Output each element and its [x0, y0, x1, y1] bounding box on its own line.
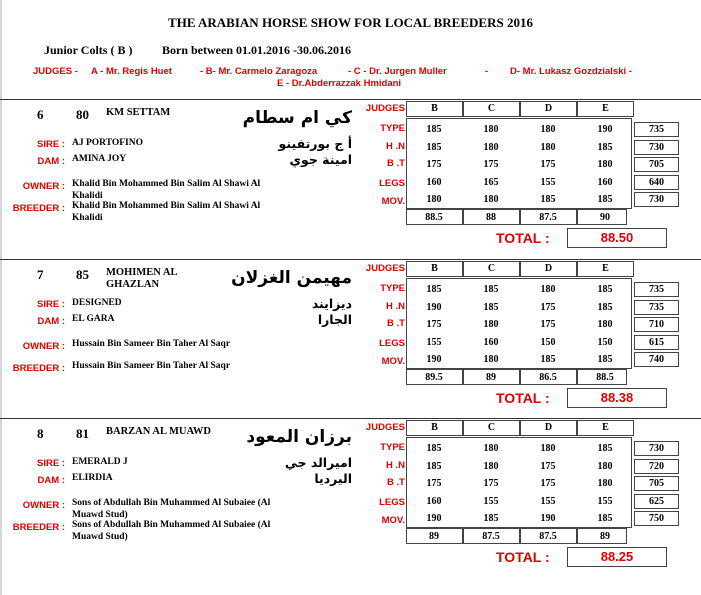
judge-average: 88: [486, 212, 496, 223]
sire-name-arabic: اميرالد جي: [284, 455, 352, 470]
total-score: 88.25: [567, 547, 667, 567]
score-cell: 180: [597, 478, 613, 489]
judge-a: A - Mr. Regis Huet: [91, 66, 172, 77]
judges-header-label: JUDGES: [365, 103, 405, 114]
judge-d: D- Mr. Lukasz Gozdzialski -: [510, 66, 632, 77]
score-label-mov: MOV.: [381, 356, 405, 367]
score-cell: 155: [540, 177, 556, 188]
horse-entry: [0, 418, 701, 573]
score-cell: 175: [540, 461, 556, 472]
judges-separator: -: [485, 66, 489, 77]
breeder-label: BREEDER :: [12, 522, 65, 533]
row-total: 705: [634, 476, 679, 491]
owner-name: Hussain Bin Sameer Bin Taher Al Saqr: [72, 339, 231, 349]
horse-name-arabic: برزان المعود: [246, 427, 352, 447]
row-total: 710: [634, 317, 679, 332]
score-cell: 175: [540, 319, 556, 330]
judge-average: 89.5: [425, 372, 443, 383]
judge-column-header: E: [577, 101, 634, 117]
breeder-label: BREEDER :: [12, 203, 65, 214]
score-cell: 180: [483, 124, 499, 135]
row-total: 615: [634, 335, 679, 350]
score-label-legs: LEGS: [379, 178, 405, 189]
score-label-bt: B .T: [387, 158, 405, 169]
score-cell: 180: [597, 319, 613, 330]
sire-name-arabic: أ ج بورتفينو: [278, 136, 352, 151]
score-cell: 160: [597, 177, 613, 188]
score-cell: 180: [483, 443, 499, 454]
entry-number: 7: [37, 267, 44, 282]
dam-label: DAM :: [37, 156, 65, 167]
judge-column-header: B: [406, 420, 463, 436]
sire-name-arabic: ديزايند: [311, 296, 352, 311]
breeder-name: Hussain Bin Sameer Bin Taher Al Saqr: [72, 361, 231, 371]
breeder-name: Khalid Bin Mohammed Bin Salim Al Shawi Al Khalidi: [72, 201, 261, 223]
sire-name: EMERALD J: [72, 457, 128, 467]
dam-name: ELIRDIA: [72, 473, 113, 483]
judge-column-header: C: [463, 101, 520, 117]
score-cell: 190: [597, 124, 613, 135]
score-cell: 175: [426, 319, 442, 330]
score-label-bt: B .T: [387, 477, 405, 488]
score-cell: 185: [540, 194, 556, 205]
horse-entry: [0, 99, 701, 254]
score-cell: 155: [483, 496, 499, 507]
score-label-type: TYPE: [380, 283, 405, 294]
row-total: 750: [634, 511, 679, 526]
score-cell: 160: [426, 496, 442, 507]
score-cell: 190: [426, 302, 442, 313]
score-cell: 185: [597, 194, 613, 205]
sire-label: SIRE :: [37, 299, 65, 310]
score-cell: 180: [483, 142, 499, 153]
score-cell: 185: [597, 513, 613, 524]
catalogue-number: 81: [76, 426, 89, 441]
total-score: 88.50: [567, 228, 667, 248]
score-cell: 155: [540, 496, 556, 507]
total-label: TOTAL :: [496, 549, 550, 565]
judge-column-header: D: [520, 101, 577, 117]
dam-label: DAM :: [37, 316, 65, 327]
score-label-type: TYPE: [380, 123, 405, 134]
score-label-hn: H .N: [386, 301, 405, 312]
score-cell: 175: [483, 478, 499, 489]
judge-column-header: C: [463, 420, 520, 436]
score-cell: 180: [540, 284, 556, 295]
score-label-mov: MOV.: [381, 515, 405, 526]
score-label-legs: LEGS: [379, 338, 405, 349]
entry-separator: [0, 99, 701, 100]
dam-name-arabic: اليرديا: [314, 471, 352, 486]
judge-b: - B- Mr. Carmelo Zaragoza: [200, 66, 318, 77]
owner-name: Khalid Bin Mohammed Bin Salim Al Shawi Al Khalidi: [72, 179, 261, 201]
judge-e: E - Dr.Abderrazzak Hmidani: [277, 78, 402, 89]
entry-number: 6: [37, 107, 44, 122]
judge-column-header: D: [520, 420, 577, 436]
score-cell: 175: [540, 159, 556, 170]
score-cell: 180: [426, 194, 442, 205]
judge-column-header: E: [577, 261, 634, 277]
score-cell: 185: [426, 284, 442, 295]
owner-label: OWNER :: [22, 341, 65, 352]
score-cell: 185: [426, 443, 442, 454]
total-score: 88.38: [567, 388, 667, 408]
sire-name: AJ PORTOFINO: [72, 138, 144, 148]
score-cell: 180: [597, 159, 613, 170]
judge-average: 88.5: [596, 372, 614, 383]
sire-name: DESIGNED: [72, 298, 122, 308]
owner-label: OWNER :: [22, 500, 65, 511]
horse-name: KM SETTAM: [106, 107, 171, 118]
entry-separator: [0, 418, 701, 419]
score-cell: 185: [426, 142, 442, 153]
score-cell: 185: [426, 461, 442, 472]
horse-entry: [0, 259, 701, 414]
judges-label: JUDGES -: [33, 66, 78, 77]
score-cell: 180: [540, 443, 556, 454]
judge-average: 90: [600, 212, 610, 223]
score-cell: 185: [597, 443, 613, 454]
horse-name-arabic: مهيمن الغزلان: [231, 268, 352, 288]
row-total: 730: [634, 441, 679, 456]
score-cell: 185: [597, 354, 613, 365]
score-cell: 190: [426, 513, 442, 524]
row-total: 735: [634, 300, 679, 315]
score-cell: 185: [483, 284, 499, 295]
entry-separator: [0, 259, 701, 260]
row-total: 625: [634, 494, 679, 509]
total-label: TOTAL :: [496, 230, 550, 246]
score-cell: 175: [426, 159, 442, 170]
score-cell: 160: [426, 177, 442, 188]
page-title: THE ARABIAN HORSE SHOW FOR LOCAL BREEDERS 2016: [168, 15, 533, 30]
score-cell: 160: [483, 337, 499, 348]
judge-average: 87.5: [482, 531, 500, 542]
catalogue-number: 85: [76, 267, 89, 282]
dam-name-arabic: امينة جوي: [289, 152, 352, 167]
score-cell: 180: [483, 194, 499, 205]
score-cell: 175: [540, 478, 556, 489]
judge-average: 86.5: [539, 372, 557, 383]
judge-column-header: D: [520, 261, 577, 277]
score-cell: 190: [426, 354, 442, 365]
score-label-mov: MOV.: [381, 196, 405, 207]
row-total: 640: [634, 175, 679, 190]
judge-average: 89: [600, 531, 610, 542]
judge-column-header: B: [406, 101, 463, 117]
judge-average: 87.5: [539, 531, 557, 542]
score-cell: 185: [483, 302, 499, 313]
entry-number: 8: [37, 426, 44, 441]
score-cell: 150: [597, 337, 613, 348]
row-total: 720: [634, 459, 679, 474]
dam-name: AMINA JOY: [72, 154, 127, 164]
judge-column-header: B: [406, 261, 463, 277]
horse-name: BARZAN AL MUAWD: [106, 426, 212, 437]
score-cell: 150: [540, 337, 556, 348]
class-name: Junior Colts ( B ): [44, 43, 133, 57]
row-total: 730: [634, 192, 679, 207]
owner-label: OWNER :: [22, 181, 65, 192]
score-cell: 185: [426, 124, 442, 135]
sire-label: SIRE :: [37, 458, 65, 469]
score-label-hn: H .N: [386, 460, 405, 471]
judge-column-header: E: [577, 420, 634, 436]
score-cell: 180: [597, 461, 613, 472]
total-label: TOTAL :: [496, 390, 550, 406]
breeder-name: Sons of Abdullah Bin Muhammed Al Subaiee (Al Muawd Stud): [72, 520, 271, 542]
judges-header-label: JUDGES: [365, 263, 405, 274]
score-label-type: TYPE: [380, 442, 405, 453]
row-total: 735: [634, 122, 679, 137]
score-cell: 175: [540, 302, 556, 313]
catalogue-number: 80: [76, 107, 89, 122]
score-cell: 180: [483, 354, 499, 365]
score-cell: 180: [540, 142, 556, 153]
score-cell: 155: [597, 496, 613, 507]
dam-name-arabic: الجارا: [317, 312, 352, 327]
owner-name: Sons of Abdullah Bin Muhammed Al Subaiee (Al Muawd Stud): [72, 498, 271, 520]
judge-average: 89: [429, 531, 439, 542]
score-cell: 180: [483, 461, 499, 472]
judges-header-label: JUDGES: [365, 422, 405, 433]
score-label-hn: H .N: [386, 141, 405, 152]
score-cell: 185: [597, 284, 613, 295]
score-cell: 190: [540, 513, 556, 524]
row-total: 730: [634, 140, 679, 155]
judge-average: 89: [486, 372, 496, 383]
score-label-legs: LEGS: [379, 497, 405, 508]
score-label-bt: B .T: [387, 318, 405, 329]
dam-name: EL GARA: [72, 314, 115, 324]
row-total: 705: [634, 157, 679, 172]
class-dates: Born between 01.01.2016 -30.06.2016: [162, 43, 351, 57]
row-total: 740: [634, 352, 679, 367]
score-cell: 180: [540, 124, 556, 135]
judge-c: - C - Dr. Jurgen Muller: [348, 66, 447, 77]
judge-average: 88.5: [425, 212, 443, 223]
horse-name: MOHIMEN AL GHAZLAN: [106, 267, 177, 290]
dam-label: DAM :: [37, 475, 65, 486]
score-cell: 165: [483, 177, 499, 188]
score-cell: 185: [483, 513, 499, 524]
judge-column-header: C: [463, 261, 520, 277]
horse-name-arabic: كي ام سطام: [242, 108, 352, 128]
score-cell: 180: [483, 319, 499, 330]
score-cell: 155: [426, 337, 442, 348]
score-cell: 185: [597, 142, 613, 153]
row-total: 735: [634, 282, 679, 297]
score-cell: 175: [483, 159, 499, 170]
sire-label: SIRE :: [37, 139, 65, 150]
score-cell: 185: [597, 302, 613, 313]
score-cell: 175: [426, 478, 442, 489]
score-cell: 185: [540, 354, 556, 365]
breeder-label: BREEDER :: [12, 363, 65, 374]
judge-average: 87.5: [539, 212, 557, 223]
